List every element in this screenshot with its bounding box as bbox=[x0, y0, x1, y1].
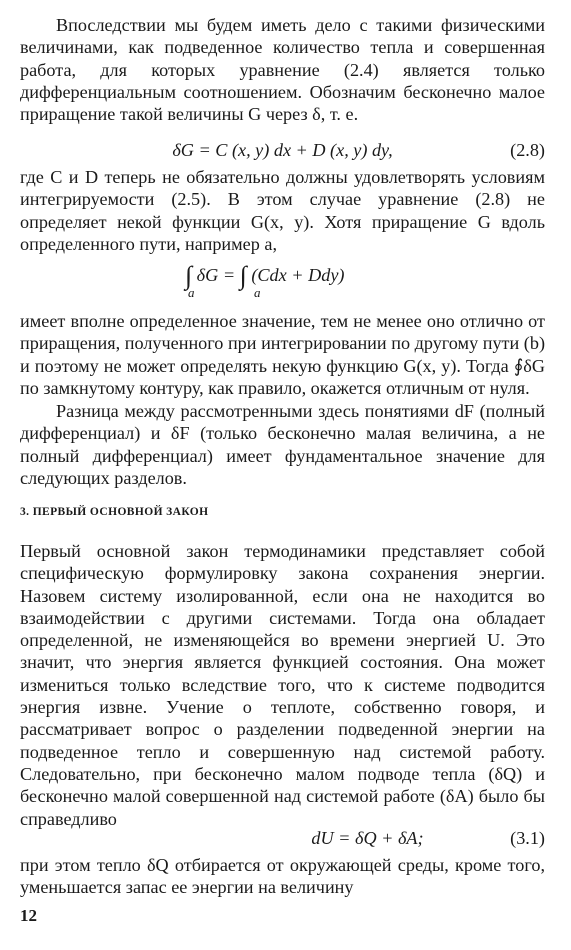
integral-lower-limit-2: a bbox=[254, 285, 261, 300]
integral-lower-limit-1: a bbox=[188, 285, 195, 300]
integral-sign-icon: ∫ bbox=[239, 261, 247, 290]
integral-sign-icon: ∫ bbox=[185, 261, 193, 290]
equation-3-1-body: dU = δQ + δA; bbox=[311, 828, 424, 848]
paragraph-2: где C и D теперь не обязательно должны удовлетворять условиям интегрируемости (2.5). В этом случае уравнение (2.8) не определяет некой функции G(x, y). Хотя приращение G вдоль определенного пути, например a, bbox=[20, 167, 545, 254]
paragraph-6: при этом тепло δQ отбирается от окружающей среды, кроме того, уменьшается запас ее энергии на величину bbox=[20, 855, 545, 898]
section-title: 3. ПЕРВЫЙ ОСНОВНОЙ ЗАКОН bbox=[20, 506, 209, 518]
paragraph-3: имеет вполне определенное значение, тем не менее оно отлично от приращения, полученного при интегрировании по другому пути (b) и поэтому не может определять некую функцию G(x, y). Тогда ∮δG по замкнутому контуру, как правило, окажется отличным от нуля. bbox=[20, 311, 545, 398]
equation-3-1 bbox=[20, 826, 545, 850]
integral-expression bbox=[0, 255, 571, 303]
paragraph-5: Первый основной закон термодинамики представляет собой специфическую формулировку закона сохранения энергии. Назовем систему изолированной, если она не находится во взаимодействии с другими системами. Тогда она обладает определенной, не изменяющейся во времени энергией U. Это значит, что энергия является функцией состояния. Она может измениться только вследствие того, что к системе подводится энергия извне. Учение о теплоте, собственно говоря, и рассматривает вопрос о разделении подведенной энергии на подведенное тепло и совершенную над системой работу. Следовательно, при бесконечно малом подводе тепла (δQ) и бесконечно малой совершенной над системой работе (δA) было бы справедливо bbox=[20, 541, 545, 829]
paragraph-1: Впоследствии мы будем иметь дело с такими физическими величинами, как подведенное количество тепла и совершенная работа, для которых уравнение (2.4) является только дифференциальным соотношением. Обозначим бесконечно малое приращение такой величины G через δ, т. е. bbox=[20, 15, 545, 125]
equation-2-8-number: (2.8) bbox=[510, 140, 545, 160]
integral-body: ∫ δG = ∫ (Cdx + Ddy) bbox=[185, 261, 345, 290]
paragraph-4: Разница между рассмотренными здесь понятиями dF (полный дифференциал) и δF (только бесконечно малая величина, а не полный дифференциал) имеет фундаментальное значение для следующих разделов. bbox=[20, 401, 545, 488]
equation-2-8-body: δG = C (x, y) dx + D (x, y) dy, bbox=[172, 140, 393, 160]
equation-2-8 bbox=[20, 138, 545, 162]
equation-3-1-number: (3.1) bbox=[510, 828, 545, 848]
page-number: 12 bbox=[20, 906, 37, 925]
